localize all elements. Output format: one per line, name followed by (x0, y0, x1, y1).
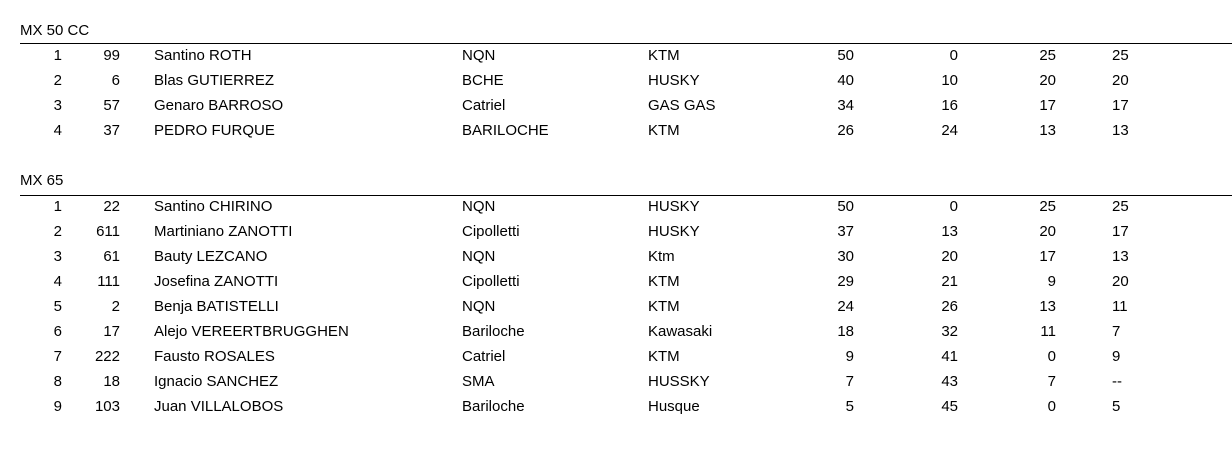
bike-cell: KTM (648, 348, 680, 365)
race1-cell: 17 (1039, 97, 1056, 114)
difference-cell: 45 (941, 398, 958, 415)
rider-name-cell: Santino CHIRINO (154, 198, 273, 215)
rider-name-cell: Fausto ROSALES (154, 348, 275, 365)
points-cell: 30 (837, 248, 854, 265)
bike-cell: Husque (648, 398, 700, 415)
race1-cell: 13 (1039, 298, 1056, 315)
position-cell: 1 (53, 198, 62, 215)
category-title: MX 50 CC (20, 22, 90, 39)
rider-number-cell: 22 (103, 198, 120, 215)
position-cell: 2 (53, 72, 62, 89)
race2-cell: 17 (1112, 97, 1129, 114)
race2-cell: -- (1112, 373, 1122, 390)
difference-cell: 24 (941, 122, 958, 139)
rider-number-cell: 6 (111, 72, 120, 89)
difference-cell: 43 (941, 373, 958, 390)
table-row (0, 93, 1232, 118)
rider-number-cell: 611 (96, 223, 120, 240)
table-row (0, 294, 1232, 319)
position-cell: 4 (53, 122, 62, 139)
rider-number-cell: 103 (94, 398, 120, 415)
rider-number-cell: 2 (111, 298, 120, 315)
race1-cell: 9 (1047, 273, 1056, 290)
table-row (0, 244, 1232, 269)
rider-name-cell: Bauty LEZCANO (154, 248, 268, 265)
club-cell: BCHE (462, 72, 504, 89)
race1-cell: 13 (1039, 122, 1056, 139)
table-row (0, 319, 1232, 344)
rider-number-cell: 18 (103, 373, 120, 390)
bike-cell: GAS GAS (648, 97, 716, 114)
race1-cell: 0 (1047, 348, 1056, 365)
rider-number-cell: 61 (103, 248, 120, 265)
difference-cell: 10 (941, 72, 958, 89)
club-cell: NQN (462, 298, 496, 315)
race2-cell: 7 (1112, 323, 1121, 340)
bike-cell: HUSKY (648, 72, 700, 89)
club-cell: Catriel (462, 348, 506, 365)
race2-cell: 20 (1112, 72, 1129, 89)
bike-cell: KTM (648, 122, 680, 139)
club-cell: Catriel (462, 97, 506, 114)
bike-cell: HUSKY (648, 223, 700, 240)
race2-cell: 13 (1112, 122, 1129, 139)
race2-cell: 25 (1112, 198, 1129, 215)
position-cell: 3 (53, 248, 62, 265)
rider-name-cell: Santino ROTH (154, 47, 252, 64)
rider-name-cell: Martiniano ZANOTTI (154, 223, 293, 240)
table-row (0, 219, 1232, 244)
race2-cell: 25 (1112, 47, 1129, 64)
club-cell: BARILOCHE (462, 122, 549, 139)
points-cell: 26 (837, 122, 854, 139)
rider-name-cell: Ignacio SANCHEZ (154, 373, 279, 390)
club-cell: NQN (462, 47, 496, 64)
position-cell: 5 (53, 298, 62, 315)
table-row (0, 344, 1232, 369)
bike-cell: HUSSKY (648, 373, 710, 390)
race1-cell: 25 (1039, 198, 1056, 215)
race2-cell: 11 (1112, 298, 1128, 315)
difference-cell: 41 (941, 348, 958, 365)
club-cell: Bariloche (462, 398, 525, 415)
race1-cell: 17 (1039, 248, 1056, 265)
points-cell: 29 (837, 273, 854, 290)
table-row (0, 269, 1232, 294)
club-cell: Cipolletti (462, 223, 520, 240)
race1-cell: 11 (1040, 323, 1056, 340)
bike-cell: Kawasaki (648, 323, 713, 340)
difference-cell: 32 (941, 323, 958, 340)
rider-number-cell: 17 (103, 323, 120, 340)
rider-name-cell: Benja BATISTELLI (154, 298, 279, 315)
points-cell: 7 (845, 373, 854, 390)
bike-cell: KTM (648, 298, 680, 315)
table-row (0, 369, 1232, 394)
position-cell: 7 (53, 348, 62, 365)
table-row (0, 43, 1232, 68)
table-row (0, 68, 1232, 93)
bike-cell: HUSKY (648, 198, 700, 215)
race1-cell: 25 (1039, 47, 1056, 64)
difference-cell: 0 (949, 198, 958, 215)
race2-cell: 20 (1112, 273, 1129, 290)
rider-name-cell: Josefina ZANOTTI (154, 273, 279, 290)
bike-cell: KTM (648, 273, 680, 290)
table-row (0, 118, 1232, 143)
table-row (0, 394, 1232, 419)
rider-name-cell: Genaro BARROSO (154, 97, 284, 114)
difference-cell: 16 (941, 97, 958, 114)
points-cell: 50 (837, 198, 854, 215)
points-cell: 5 (845, 398, 854, 415)
points-cell: 24 (837, 298, 854, 315)
position-cell: 8 (53, 373, 62, 390)
race2-cell: 5 (1112, 398, 1121, 415)
position-cell: 4 (53, 273, 62, 290)
bike-cell: Ktm (648, 248, 675, 265)
rider-number-cell: 99 (103, 47, 120, 64)
points-cell: 50 (837, 47, 854, 64)
rider-name-cell: Blas GUTIERREZ (154, 72, 275, 89)
race1-cell: 20 (1039, 72, 1056, 89)
points-cell: 34 (837, 97, 854, 114)
category-title: MX 65 (20, 172, 64, 189)
rider-name-cell: PEDRO FURQUE (154, 122, 275, 139)
difference-cell: 13 (941, 223, 958, 240)
rider-number-cell: 111 (97, 273, 120, 290)
club-cell: Cipolletti (462, 273, 520, 290)
position-cell: 3 (53, 97, 62, 114)
results-table (0, 43, 1232, 143)
rider-number-cell: 37 (103, 122, 120, 139)
club-cell: Bariloche (462, 323, 525, 340)
difference-cell: 20 (941, 248, 958, 265)
race1-cell: 20 (1039, 223, 1056, 240)
race1-cell: 7 (1047, 373, 1056, 390)
bike-cell: KTM (648, 47, 680, 64)
club-cell: NQN (462, 248, 496, 265)
club-cell: SMA (462, 373, 495, 390)
club-cell: NQN (462, 198, 496, 215)
points-cell: 37 (837, 223, 854, 240)
race1-cell: 0 (1047, 398, 1056, 415)
difference-cell: 0 (949, 47, 958, 64)
rider-name-cell: Alejo VEREERTBRUGGHEN (154, 323, 349, 340)
race2-cell: 17 (1112, 223, 1129, 240)
position-cell: 1 (53, 47, 62, 64)
rider-number-cell: 57 (103, 97, 120, 114)
race2-cell: 9 (1112, 348, 1121, 365)
points-cell: 40 (837, 72, 854, 89)
position-cell: 2 (53, 223, 62, 240)
rider-number-cell: 222 (94, 348, 120, 365)
rider-name-cell: Juan VILLALOBOS (154, 398, 284, 415)
position-cell: 6 (53, 323, 62, 340)
points-cell: 18 (837, 323, 854, 340)
results-table (0, 194, 1232, 419)
race2-cell: 13 (1112, 248, 1129, 265)
difference-cell: 21 (941, 273, 958, 290)
difference-cell: 26 (941, 298, 958, 315)
points-cell: 9 (845, 348, 854, 365)
position-cell: 9 (53, 398, 62, 415)
table-row (0, 194, 1232, 219)
